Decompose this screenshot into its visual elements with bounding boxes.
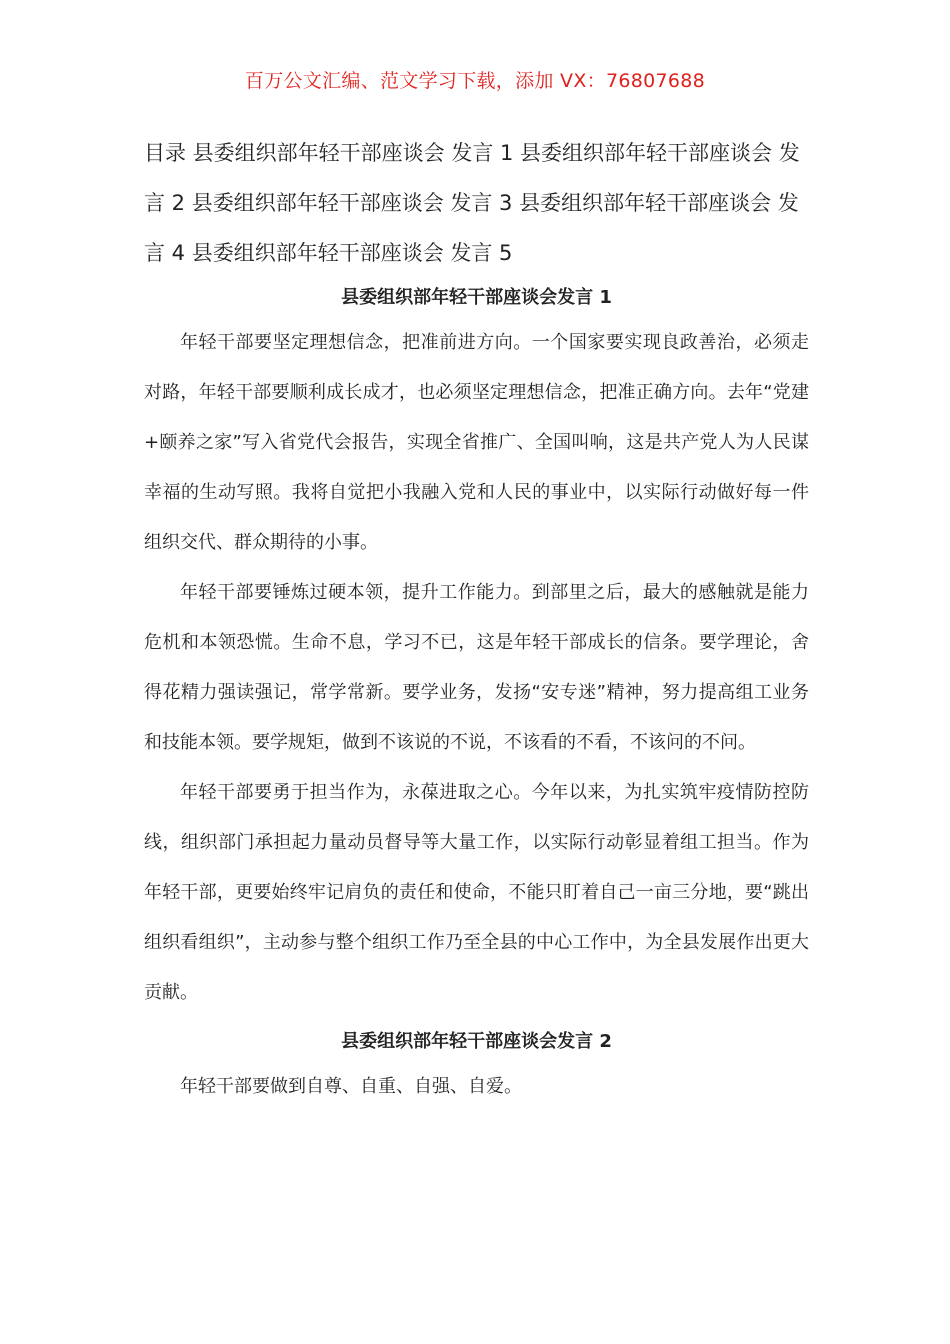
- paragraph: 年轻干部要锤炼过硬本领，提升工作能力。到部里之后，最大的感触就是能力危机和本领恐慌。生命不息，学习不已，这是年轻干部成长的信条。要学理论，舍得花精力强读强记，常学常新。要学业务，发扬“安专迷”精神，努力提高组工业务和技能本领。要学规矩，做到不该说的不说，不该看的不看，不该问的不问。: [144, 582, 809, 753]
- header-watermark-note: 百万公文汇编、范文学习下载，添加 VX：76807688: [244, 70, 706, 92]
- document-body: [144, 278, 809, 1112]
- section-1: [144, 278, 809, 1018]
- paragraph: 年轻干部要坚定理想信念，把准前进方向。一个国家要实现良政善治，必须走对路，年轻干部要顺利成长成才，也必须坚定理想信念，把准正确方向。去年“党建+颐养之家”写入省党代会报告，实现全省推广、全国叫响，这是共产党人为人民谋幸福的生动写照。我将自觉把小我融入党和人民的事业中，以实际行动做好每一件组织交代、群众期待的小事。: [144, 332, 809, 553]
- section-2: [144, 1022, 809, 1112]
- paragraph: 年轻干部要勇于担当作为，永葆进取之心。今年以来，为扎实筑牢疫情防控防线，组织部门承担起力量动员督导等大量工作，以实际行动彰显着组工担当。作为年轻干部，更要始终牢记肩负的责任和使命，不能只盯着自己一亩三分地，要“跳出组织看组织”，主动参与整个组织工作乃至全县的中心工作中，为全县发展作出更大贡献。: [144, 782, 809, 1003]
- section-title: 县委组织部年轻干部座谈会发言 2: [341, 1031, 612, 1052]
- paragraph: 年轻干部要做到自尊、自重、自强、自爱。: [180, 1076, 522, 1097]
- table-of-contents: 目录 县委组织部年轻干部座谈会 发言 1 县委组织部年轻干部座谈会 发言 2 县委组织部年轻干部座谈会 发言 3 县委组织部年轻干部座谈会 发言 4 县委组织部年轻干部座谈会 发言 5: [144, 141, 800, 265]
- section-title: 县委组织部年轻干部座谈会发言 1: [341, 287, 612, 308]
